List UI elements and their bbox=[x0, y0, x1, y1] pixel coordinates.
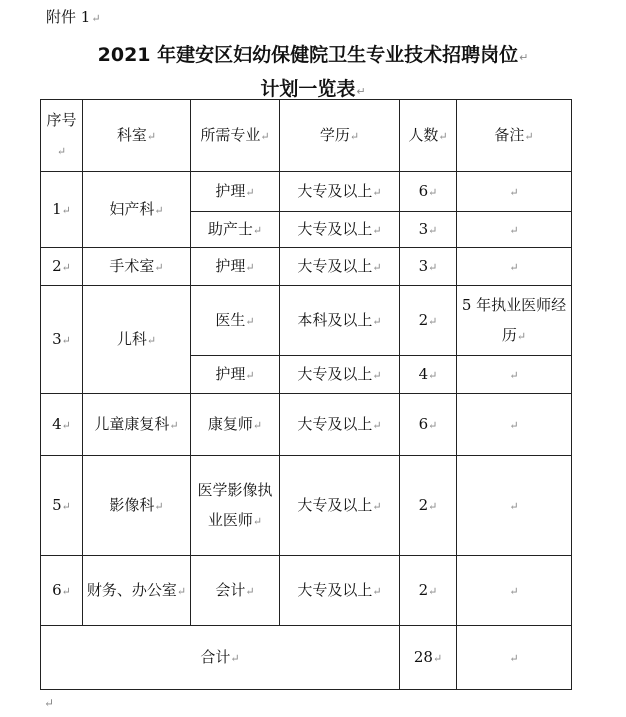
cell-count: 6↵ bbox=[400, 394, 457, 456]
cell-edu: 大专及以上↵ bbox=[280, 212, 400, 248]
cell-note: ↵ bbox=[457, 212, 572, 248]
cell-note: 5 年执业医师经历↵ bbox=[457, 286, 572, 356]
cell-count: 3↵ bbox=[400, 248, 457, 286]
header-note: 备注↵ bbox=[457, 100, 572, 172]
cell-seq: 4↵ bbox=[41, 394, 83, 456]
cell-note: ↵ bbox=[457, 556, 572, 626]
table-row bbox=[41, 286, 572, 356]
cell-count: 2↵ bbox=[400, 556, 457, 626]
cell-count: 3↵ bbox=[400, 212, 457, 248]
cell-major: 会计↵ bbox=[191, 556, 280, 626]
cell-edu: 大专及以上↵ bbox=[280, 356, 400, 394]
table-total-row bbox=[41, 626, 572, 690]
table-row bbox=[41, 556, 572, 626]
cell-dept: 儿科↵ bbox=[83, 286, 191, 394]
cell-count: 2↵ bbox=[400, 456, 457, 556]
total-count: 28↵ bbox=[400, 626, 457, 690]
cell-major: 护理↵ bbox=[191, 248, 280, 286]
cell-seq: 1↵ bbox=[41, 172, 83, 248]
cell-dept: 妇产科↵ bbox=[83, 172, 191, 248]
table-row bbox=[41, 248, 572, 286]
cell-dept: 手术室↵ bbox=[83, 248, 191, 286]
cell-seq: 5↵ bbox=[41, 456, 83, 556]
cell-dept: 财务、办公室↵ bbox=[83, 556, 191, 626]
cell-major: 助产士↵ bbox=[191, 212, 280, 248]
table-row bbox=[41, 172, 572, 212]
header-dept: 科室↵ bbox=[83, 100, 191, 172]
header-count: 人数↵ bbox=[400, 100, 457, 172]
cell-note: ↵ bbox=[457, 356, 572, 394]
document-title-line2: 计划一览表↵ bbox=[260, 78, 366, 100]
cell-edu: 本科及以上↵ bbox=[280, 286, 400, 356]
cell-edu: 大专及以上↵ bbox=[280, 172, 400, 212]
table-row bbox=[41, 456, 572, 556]
header-major: 所需专业↵ bbox=[191, 100, 280, 172]
total-note: ↵ bbox=[457, 626, 572, 690]
cell-count: 2↵ bbox=[400, 286, 457, 356]
total-label: 合计↵ bbox=[41, 626, 400, 690]
recruitment-table bbox=[40, 99, 572, 690]
cell-edu: 大专及以上↵ bbox=[280, 556, 400, 626]
cell-dept: 影像科↵ bbox=[83, 456, 191, 556]
cell-edu: 大专及以上↵ bbox=[280, 456, 400, 556]
cell-edu: 大专及以上↵ bbox=[280, 394, 400, 456]
cell-seq: 6↵ bbox=[41, 556, 83, 626]
cell-note: ↵ bbox=[457, 456, 572, 556]
end-paragraph-mark: ↵ bbox=[44, 696, 55, 710]
table-header-row bbox=[41, 100, 572, 172]
attachment-label: 附件 1↵ bbox=[46, 8, 101, 26]
header-edu: 学历↵ bbox=[280, 100, 400, 172]
cell-major: 医生↵ bbox=[191, 286, 280, 356]
cell-seq: 3↵ bbox=[41, 286, 83, 394]
cell-note: ↵ bbox=[457, 248, 572, 286]
cell-seq: 2↵ bbox=[41, 248, 83, 286]
cell-major: 护理↵ bbox=[191, 356, 280, 394]
cell-count: 4↵ bbox=[400, 356, 457, 394]
cell-note: ↵ bbox=[457, 394, 572, 456]
table-row bbox=[41, 394, 572, 456]
cell-edu: 大专及以上↵ bbox=[280, 248, 400, 286]
cell-note: ↵ bbox=[457, 172, 572, 212]
cell-count: 6↵ bbox=[400, 172, 457, 212]
cell-major: 医学影像执业医师↵ bbox=[191, 456, 280, 556]
cell-major: 康复师↵ bbox=[191, 394, 280, 456]
header-seq: 序号↵ bbox=[41, 100, 83, 172]
document-title-line1: 2021 年建安区妇幼保健院卫生专业技术招聘岗位↵ bbox=[97, 44, 529, 66]
cell-major: 护理↵ bbox=[191, 172, 280, 212]
cell-dept: 儿童康复科↵ bbox=[83, 394, 191, 456]
